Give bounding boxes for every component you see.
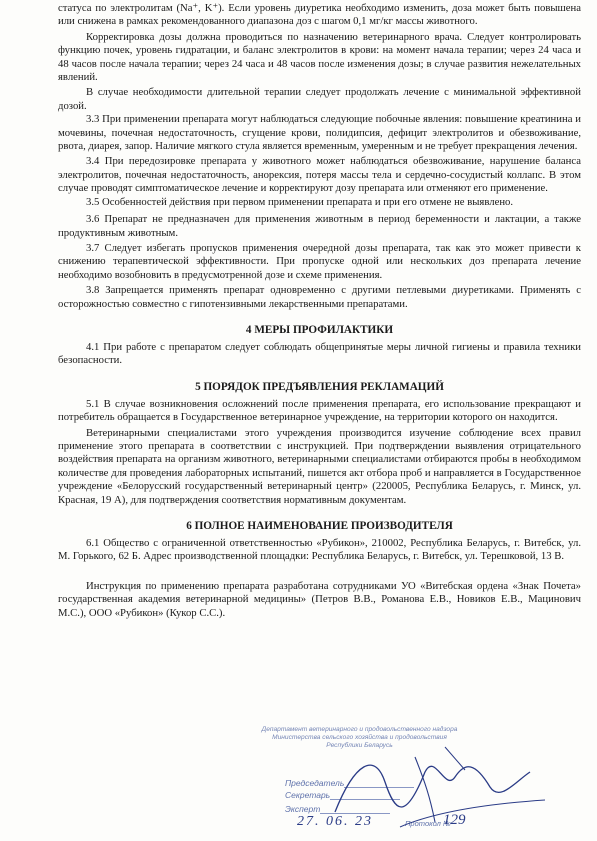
paragraph-long-term-therapy: В случае необходимости длительной терапии следует продолжать лечение с минимальной эффективной дозой. — [58, 86, 581, 112]
paragraph-dose-correction: Корректировка дозы должна проводиться по назначению ветеринарного врача. Следует контролировать функцию почек, уровень гидратации, и баланс электролитов в крови: на момент начала терапии; через 24 часа и 48 часов после начала терапии; через 24 часа и 48 часов после изменения дозы; в случае развития нежелательных явлений. — [58, 30, 581, 84]
stamp-chair-label: Председатель — [285, 778, 345, 788]
stamp-secretary-row — [285, 790, 535, 800]
paragraph-4-1: 4.1 При работе с препаратом следует соблюдать общепринятые меры личной гигиены и правила техники безопасности. — [58, 340, 581, 367]
stamp-secretary-label: Секретарь — [285, 790, 331, 800]
section-4-heading: 4 МЕРЫ ПРОФИЛАКТИКИ — [245, 323, 394, 336]
paragraph-electrolytes: статуса по электролитам (Na⁺, K⁺). Если уровень диуретика необходимо изменить, доза может быть повышена или снижена в рамках рекомендованного диапазона доз с шагом 0,1 мг/кг массы животного. — [58, 2, 581, 28]
stamp-expert-row — [285, 804, 535, 814]
paragraph-6-1: 6.1 Общество с ограниченной ответственностью «Рубикон», 210002, Республика Беларусь, г. Витебск, ул. М. Горького, 62 Б. Адрес производственной площадки: Республика Беларусь, г. Витебск, ул. Терешковой, 13 В. — [58, 537, 581, 563]
paragraph-3-6: 3.6 Препарат не предназначен для применения животным в период беременности и лактации, а также продуктивным животным. — [58, 213, 581, 239]
paragraph-3-8: 3.8 Запрещается применять препарат одновременно с другими петлевыми диуретиками. Применять с осторожностью совместно с гипотензивными лекарственными препаратами. — [58, 284, 581, 310]
document-body — [58, 2, 581, 620]
paragraph-3-7: 3.7 Следует избегать пропусков применения очередной дозы препарата, так как это может привести к снижению терапевтической эффективности. При пропуске одной или нескольких доз препарата лечение необходимо возобновить в предусмотренной дозе и схеме применения. — [58, 241, 581, 281]
signature-mark — [315, 742, 575, 832]
paragraph-3-4-overdose: 3.4 При передозировке препарата у животного может наблюдаться обезвоживание, нарушение баланса электролитов, почечная недостаточность, анорексия, потеря массы тела и сердечно-сосудистый коллапс. В этом случае проводят симптоматическое лечение и корректируют дозу препарата или отменяют его применение. — [58, 155, 581, 195]
paragraph-3-3-side-effects: 3.3 При применении препарата могут наблюдаться следующие побочные явления: повышение креатинина и мочевины, почечная недостаточность, сгущение крови, полидипсия, дефицит электролитов и обезвоживание, рвота, диарея, запор. Наличие мягкого стула является временным, умеренным и не требует прекращения лечения. — [58, 113, 581, 153]
paragraph-vet-specialists: Ветеринарными специалистами этого учреждения производится изучение соблюдение всех правил применение этого препарата в соответствии с инструкцией. При подтверждении выявления отрицательного воздействия препарата на организм животного, ветеринарными специалистами отбираются пробы в необходимом количестве для проведения лабораторных испытаний, пишется акт отбора проб и направляется в Государственное учреждение «Белорусский государственный ветеринарный центр» (220005, Республика Беларусь, г. Минск, ул. Красная, 19 А), для подтверждения соответствия нормативным документам. — [58, 426, 581, 506]
paragraph-5-1: 5.1 В случае возникновения осложнений после применения препарата, его использование прекращают и потребитель обращается в Государственное ветеринарное учреждение, на территории которого он находится. — [58, 397, 581, 424]
stamp-protocol-number: 129 — [443, 812, 466, 828]
stamp-date: 27. 06. 23 — [297, 814, 373, 829]
paragraph-authors: Инструкция по применению препарата разработана сотрудниками УО «Витебская ордена «Знак Почета» государственная академия ветеринарной медицины» (Петров В.В., Романова Е.В., Новиков Е.В., Мацинович М.С.), ООО «Рубикон» (Кукор С.С.). — [58, 579, 581, 619]
stamp-header: Департамент ветеринарного и продовольственного надзора Министерства сельского хозяйства и продовольствия Республики Беларусь — [261, 726, 458, 749]
stamp-protocol-label: Протокол № — [405, 819, 452, 828]
paragraph-3-5: 3.5 Особенностей действия при первом применении препарата и при его отмене не выявлено. — [86, 195, 514, 208]
stamp-chair-row — [285, 778, 535, 788]
stamp-expert-label: Эксперт — [285, 804, 321, 814]
section-6-heading: 6 ПОЛНОЕ НАИМЕНОВАНИЕ ПРОИЗВОДИТЕЛЯ — [186, 520, 453, 532]
section-5-heading: 5 ПОРЯДОК ПРЕДЪЯВЛЕНИЯ РЕКЛАМАЦИЙ — [195, 380, 444, 393]
stamp-protocol-row — [405, 819, 485, 828]
approval-stamp — [245, 724, 585, 839]
